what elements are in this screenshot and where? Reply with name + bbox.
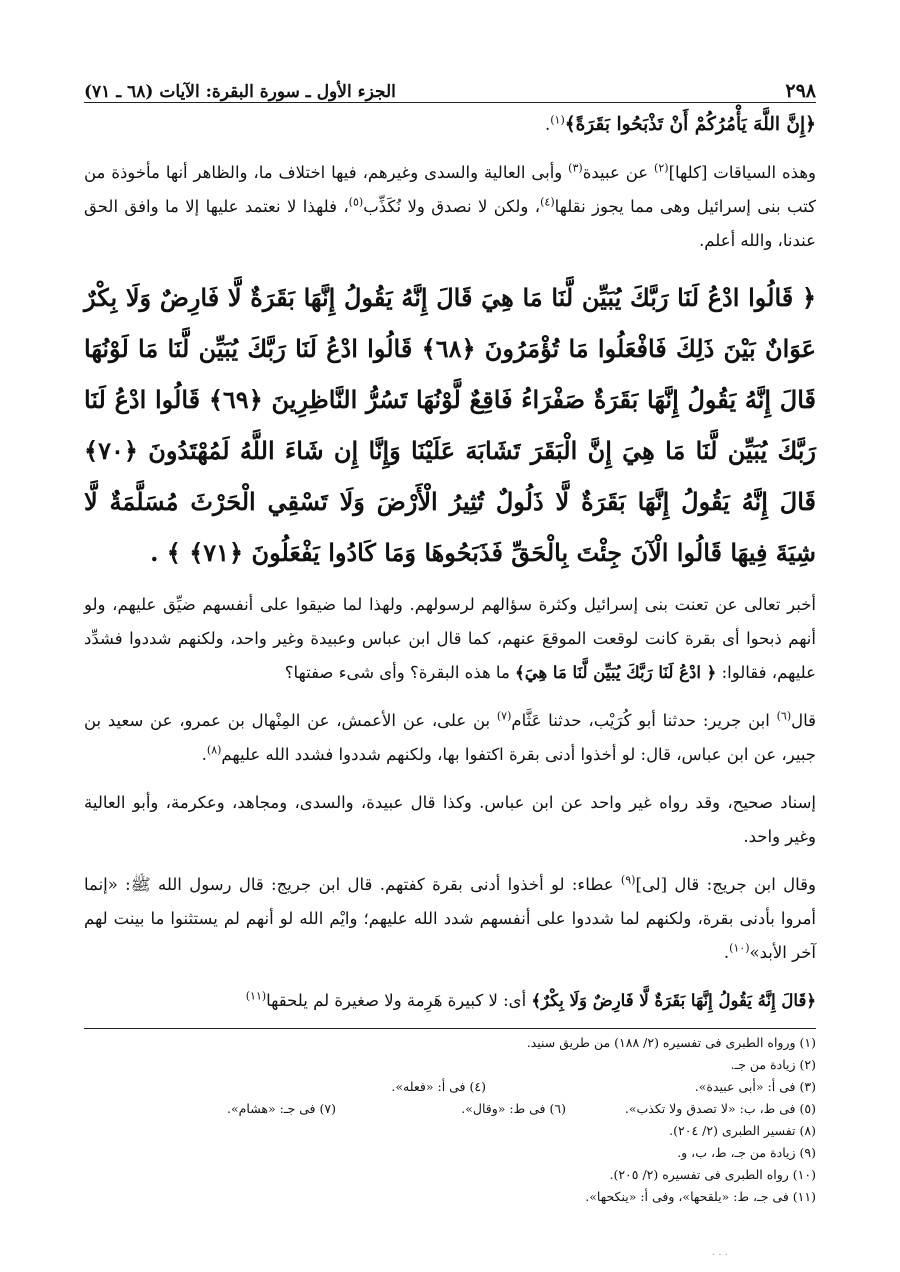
page-number: ٢٩٨ xyxy=(785,80,816,102)
paragraph-commentary-2: أخبر تعالى عن تعنت بنى إسرائيل وكثرة سؤالهم لرسولهم. ولهذا لما ضيقوا على أنفسهم ضيِّق عليهم، ولو أنهم ذبحوا أى بقرة كانت لوقعت الموقعَ عنهم، كما قال ابن عباس وعبيدة وغير واحد، ولكنهم شددوا فشدِّد عليهم، فقالوا: ﴿ ادْعُ لَنَا رَبَّكَ يُبَيِّن لَّنَا مَا هِيَ﴾ ما هذه البقرة؟ وأى شىء صفتها؟ xyxy=(84,595,816,682)
footnote-11: (١١) فى جـ، ط: «يلقحها»، وفى أ: «ينكحها». xyxy=(585,1189,816,1204)
footnote-ref: (٣) xyxy=(568,161,583,175)
main-text xyxy=(84,108,816,1032)
footnote-row xyxy=(84,1098,816,1120)
paragraph-commentary-1: وهذه السياقات [كلها]$^{(٢)}$ عن عبيدة$^{(٣)}$ وأبى العالية والسدى وغيرهم، فيها اختلاف ما، والظاهر أنها مأخوذة من كتب بنى إسرائيل وهى مما يجوز نقلها$^{(٤)}$، ولكن لا نصدق ولا نُكَذِّب$^{(٥)}$، فلهذا لا نعتمد عليها إلا ما وافق الحق عندنا، والله أعلم. xyxy=(84,161,816,250)
quran-quote: ﴿إِنَّ اللَّهَ يَأْمُرُكُمْ أَنْ تَذْبَحُوا بَقَرَةً﴾ xyxy=(564,114,816,135)
quran-quote: ﴿قَالَ إِنَّهُ يَقُولُ إِنَّهَا بَقَرَةٌ لَّا فَارِضٌ وَلَا بِكْرٌ﴾ xyxy=(531,991,816,1010)
footnote-9: (٩) زيادة من جـ، ط، ب، و. xyxy=(677,1145,816,1160)
footnote-ref: (٧) xyxy=(496,709,512,723)
footnote-8: (٨) تفسير الطبرى (٢/ ٢٠٤). xyxy=(669,1123,816,1138)
paragraph-ayah-quote: ﴿إِنَّ اللَّهَ يَأْمُرُكُمْ أَنْ تَذْبَحُوا بَقَرَةً﴾$^{(١)}$. xyxy=(545,113,816,135)
paragraph-commentary-4: إسناد صحيح، وقد رواه غير واحد عن ابن عباس. وكذا قال عبيدة، والسدى، ومجاهد، وعكرمة، وأبو العالية وغير واحد. xyxy=(84,793,816,846)
footnote-row xyxy=(84,1076,816,1098)
footnote-ref: (١) xyxy=(550,113,565,127)
footnote-2: (٢) زيادة من جـ. xyxy=(730,1057,816,1072)
bottom-mark: . . . xyxy=(712,1247,728,1258)
footnote-ref: (٨) xyxy=(206,743,222,757)
footnote-4: (٤) فى أ: «فعله». xyxy=(391,1079,486,1094)
footnote-1: (١) ورواه الطبرى فى تفسيره (٢/ ١٨٨) من طريق سنيد. xyxy=(526,1035,816,1050)
footnote-ref: (٤) xyxy=(540,195,555,209)
footnote-ref: (٦) xyxy=(776,709,792,723)
footnote-10: (١٠) رواه الطبرى فى تفسيره (٢/ ٢٠٥). xyxy=(609,1167,816,1182)
paragraph-commentary-6: ﴿قَالَ إِنَّهُ يَقُولُ إِنَّهَا بَقَرَةٌ لَّا فَارِضٌ وَلَا بِكْرٌ﴾ أى: لا كبيرة هَرِمة ولا صغيرة لم يلحقها$^{(١١)}$ xyxy=(245,989,816,1010)
footnote-ref: (١٠) xyxy=(729,941,750,955)
footnotes xyxy=(84,1028,816,1208)
quran-verses-68-71: ﴿ قَالُوا ادْعُ لَنَا رَبَّكَ يُبَيِّن لَّنَا مَا هِيَ قَالَ إِنَّهُ يَقُولُ إِنَّهَا بَقَرَةٌ لَّا فَارِضٌ وَلَا بِكْرٌ عَوَانٌ بَيْنَ ذَلِكَ فَافْعَلُوا مَا تُؤْمَرُونَ ﴿٦٨﴾ قَالُوا ادْعُ لَنَا رَبَّكَ يُبَيِّن لَّنَا مَا لَوْنُهَا قَالَ إِنَّهُ يَقُولُ إِنَّهَا بَقَرَةٌ صَفْرَاءُ فَاقِعٌ لَّوْنُهَا تَسُرُّ النَّاظِرِينَ ﴿٦٩﴾ قَالُوا ادْعُ لَنَا رَبَّكَ يُبَيِّن لَّنَا مَا هِيَ إِنَّ الْبَقَرَ تَشَابَهَ عَلَيْنَا وَإِنَّا إِن شَاءَ اللَّهُ لَمُهْتَدُونَ ﴿٧٠﴾ قَالَ إِنَّهُ يَقُولُ إِنَّهَا بَقَرَةٌ لَّا ذَلُولٌ تُثِيرُ الْأَرْضَ وَلَا تَسْقِي الْحَرْثَ مُسَلَّمَةٌ لَّا شِيَةَ فِيهَا قَالُوا الْآنَ جِئْتَ بِالْحَقِّ فَذَبَحُوهَا وَمَا كَادُوا يَفْعَلُونَ ﴿٧١﴾ ﴾ . xyxy=(84,283,817,567)
footnote-ref: (٩) xyxy=(620,873,636,887)
running-header xyxy=(84,72,816,103)
footnote-5: (٥) فى ط، ب: «لا تصدق ولا تكذب». xyxy=(624,1101,816,1116)
running-title: الجزء الأول ـ سورة البقرة: الآيات (٦٨ ـ ٧١) xyxy=(84,82,396,102)
footnote-3: (٣) فى أ: «أبى عبيدة». xyxy=(694,1079,816,1094)
quran-quote: ﴿ ادْعُ لَنَا رَبَّكَ يُبَيِّن لَّنَا مَا هِيَ﴾ xyxy=(515,663,717,682)
footnote-ref: (٢) xyxy=(654,161,669,175)
footnote-6: (٦) فى ط: «وقال». xyxy=(461,1101,566,1116)
paragraph-commentary-3: قال$^{(٦)}$ ابن جرير: حدثنا أبو كُرَيْب، حدثنا عَثَّام$^{(٧)}$ بن على، عن الأعمش، عن المِنْهال بن عمرو، عن سعيد بن جبير، عن ابن عباس، قال: لو أخذوا أدنى بقرة اكتفوا بها، ولكنهم شددوا فشدد الله عليهم$^{(٨)}$. xyxy=(84,709,817,764)
footnote-7: (٧) فى جـ: «هشام». xyxy=(227,1101,336,1116)
paragraph-commentary-5: وقال ابن جريج: قال [لى]$^{(٩)}$ عطاء: لو أخذوا أدنى بقرة كفتهم. قال ابن جريج: قال رسول الله ﷺ: «إنما أمروا بأدنى بقرة، ولكنهم لما شددوا على أنفسهم شدد الله عليهم؛ وايْم الله لو أنهم لم يستثنوا ما بينت لهم آخر الأبد»$^{(١٠)}$. xyxy=(84,873,816,962)
footnote-ref: (١١) xyxy=(245,989,267,1003)
footnote-ref: (٥) xyxy=(348,195,364,209)
